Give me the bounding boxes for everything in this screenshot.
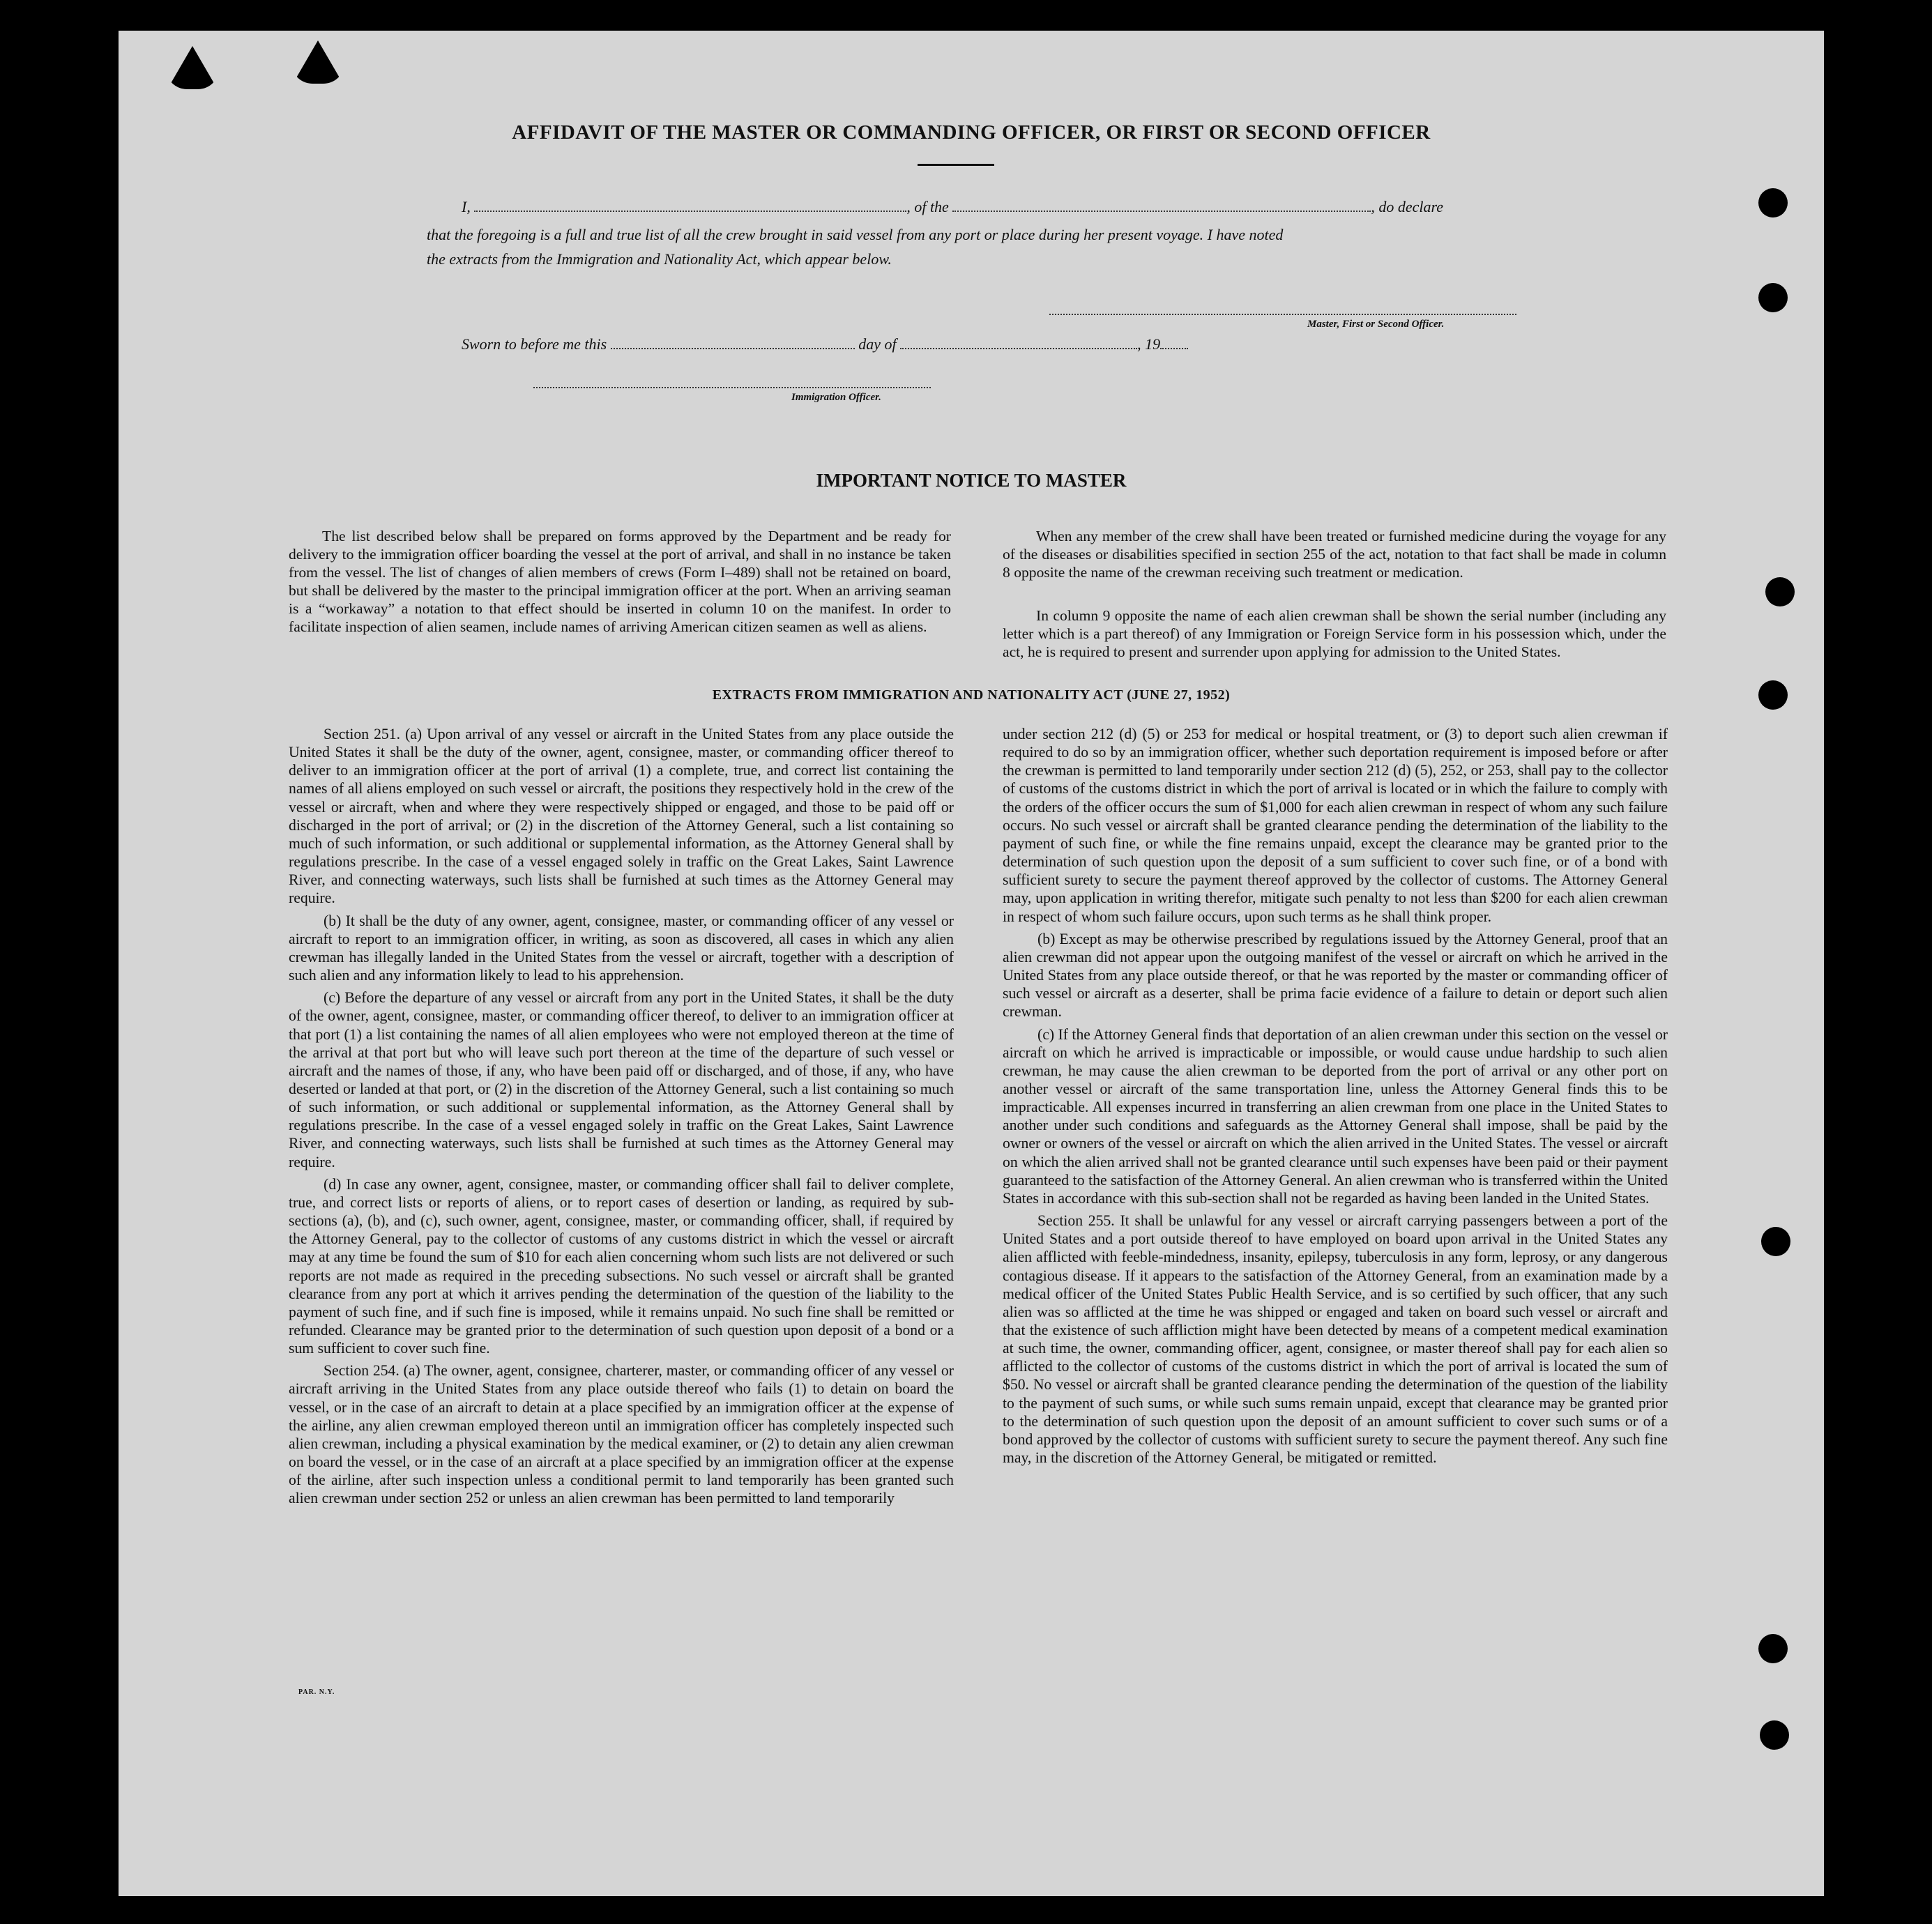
punch-hole-icon xyxy=(1760,1720,1789,1750)
affidavit-title: AFFIDAVIT OF THE MASTER OR COMMANDING OFFICER, OR FIRST OR SECOND OFFICER xyxy=(512,121,1431,144)
corner-triangle-right-icon xyxy=(293,40,343,84)
sworn-label: Sworn to before me this xyxy=(462,335,607,353)
punch-hole-icon xyxy=(1758,283,1788,312)
master-caption: Master, First or Second Officer. xyxy=(1307,319,1445,330)
printer-mark: PAR. N.Y. xyxy=(298,1688,335,1696)
notice-left-paragraph: The list described below shall be prepared on forms approved by the Department and be ready for delivery to the immigration officer boarding the vessel at the port of arrival, and shall in no instance be taken from the vessel. The list of changes of alien members of crews (Form I–489) shall not be retained on board, but shall be delivered by the master to the principal immigration officer at the port. When an arriving seaman is a “workaway” a notation to that effect should be inserted in column 10 on the manifest. In order to facilitate inspection of alien seamen, include names of arriving American citizen seamen as well as aliens. xyxy=(289,528,951,635)
corner-triangle-left-icon xyxy=(167,46,218,89)
sworn-line xyxy=(462,335,1188,353)
declarant-line xyxy=(462,198,1443,216)
notice-right-paragraph-2: In column 9 opposite the name of each alien crewman shall be shown the serial number (including any letter which is a part thereof) of any Immigration or Foreign Service form in his possession which, under the act, he is required to present and surrender upon applying for admission to the United States. xyxy=(1003,607,1666,660)
sworn-month-field[interactable] xyxy=(900,338,1137,349)
section-251b: (b) It shall be the duty of any owner, agent, consignee, master, or commanding officer of any vessel or aircraft to report to an immigration officer, in writing, as soon as discovered, all cases in which any alien crewman has illegally landed in the United States from the vessel or aircraft, together with a description of such alien and any information likely to lead to his apprehension. xyxy=(289,912,954,984)
punch-hole-icon xyxy=(1758,188,1788,217)
punch-hole-icon xyxy=(1765,577,1795,606)
declaration-line-2: the extracts from the Immigration and Nationality Act, which appear below. xyxy=(427,250,892,268)
document-page xyxy=(119,31,1824,1896)
do-declare-label: , do declare xyxy=(1371,198,1443,215)
extracts-right-column xyxy=(1003,725,1668,1471)
of-the-label: , of the xyxy=(906,198,949,215)
section-251d: (d) In case any owner, agent, consignee, master, or commanding officer shall fail to deliver complete, true, and correct lists or reports of aliens, or to report cases of desertion or landing, as required by sub-sections (a), (b), and (c), such owner, agent, consignee, master, or commanding officer, shall, if required by the Attorney General, pay to the collector of customs of any customs district in which the vessel or aircraft may at any time be found the sum of $10 for each alien concerning whom such lists are not delivered or such reports are not made as required in the preceding subsections. No such vessel or aircraft shall be granted clearance from any port at which it arrives pending the determination of the question of the liability to the payment of such fine, and if such fine is imposed, while it remains unpaid. No such fine shall be remitted or refunded. Clearance may be granted prior to the determination of such question upon deposit of a bond or a sum sufficient to cover such fine. xyxy=(289,1175,954,1357)
title-rule xyxy=(918,164,994,166)
notice-right-paragraph-1: When any member of the crew shall have been treated or furnished medicine during the voyage for any of the diseases or disabilities specified in section 255 of the act, notation to that fact shall be made in column 8 opposite the name of the crewman receiving such treatment or medication. xyxy=(1003,528,1666,581)
punch-hole-icon xyxy=(1761,1227,1790,1256)
sworn-year-field[interactable] xyxy=(1160,338,1188,349)
extracts-title: EXTRACTS FROM IMMIGRATION AND NATIONALITY ACT (JUNE 27, 1952) xyxy=(712,687,1231,703)
declarant-name-field[interactable] xyxy=(474,201,906,212)
year-label: , 19 xyxy=(1137,335,1161,353)
section-254a-continued: under section 212 (d) (5) or 253 for medical or hospital treatment, or (3) to deport such alien crewman if required to do so by an immigration officer, whether such deportation requirement is imposed before or after the crewman is permitted to land temporarily under section 212 (d) (5), 252, or 253, shall pay to the collector of customs of the customs district in which the port of arrival is located or in which the failure to comply with the orders of the officer occurs the sum of $1,000 for each alien crewman in respect of whom any such failure occurs. No such vessel or aircraft shall be granted clearance pending the determination of the liability to the payment of such fine, or while the fine remains unpaid, except the clearance may be granted prior to the determination of such question upon the deposit of a sum sufficient to cover such fine, or of a bond with sufficient surety to secure the payment thereof approved by the collector of customs. The Attorney General may, upon application in writing therefor, mitigate such penalty to not less than $200 for each alien crewman in respect of whom such failure occurs, upon such terms as he shall think proper. xyxy=(1003,726,1668,925)
day-of-label: day of xyxy=(858,335,897,353)
declaration-line-1: that the foregoing is a full and true list of all the crew brought in said vessel from any port or place during her present voyage. I have noted xyxy=(427,226,1284,243)
section-254b: (b) Except as may be otherwise prescribed by regulations issued by the Attorney General, proof that an alien crewman did not appear upon the outgoing manifest of the vessel or aircraft on which he arrived in the United States from any place outside thereof, or that he was reported by the master or commanding officer of such vessel or aircraft as a deserter, shall be prima facie evidence of a failure to detain or deport such alien crewman. xyxy=(1003,930,1668,1021)
section-251c: (c) Before the departure of any vessel or aircraft from any port in the United States, it shall be the duty of the owner, agent, consignee, master, or commanding officer thereof, to deliver to an immigration officer at that port (1) a list containing the names of all alien employees who were not employed thereon at the time of the arrival at that port but who will leave such port thereon at the time of the departure of such vessel or aircraft and the names of those, if any, who have been paid off or discharged, and of those, if any, who have deserted or landed at that port, or (2) in the discretion of the Attorney General, such a list containing so much of such information, or such additional or supplemental information, as the Attorney General shall by regulations prescribe. In the case of a vessel engaged solely in traffic on the Great Lakes, Saint Lawrence River, and connecting waterways, such lists shall be furnished at such times as the Attorney General may require. xyxy=(289,989,954,1170)
officer-signature-field[interactable] xyxy=(533,387,931,388)
i-label: I, xyxy=(462,198,471,215)
officer-caption: Immigration Officer. xyxy=(791,392,881,403)
section-251a: Section 251. (a) Upon arrival of any vessel or aircraft in the United States from any place outside the United States it shall be the duty of the owner, agent, consignee, master, or commanding officer thereof to deliver to an immigration officer at the port of arrival (1) a complete, true, and correct list containing the names of all aliens employed on such vessel or aircraft, the positions they respectively hold in the crew of the vessel or aircraft, when and where they were respectively shipped or engaged, and those to be paid off or discharged in the port of arrival; or (2) in the discretion of the Attorney General, such a list containing so much of such information, or such additional or supplemental information, as the Attorney General shall by regulations prescribe. In the case of a vessel engaged solely in traffic on the Great Lakes, Saint Lawrence River, and connecting waterways, such lists shall be furnished at such times as the Attorney General may require. xyxy=(289,726,954,907)
section-255: Section 255. It shall be unlawful for any vessel or aircraft carrying passengers between a port of the United States and a port outside thereof to have employed on board upon arrival in the United States any alien afflicted with feeble-mindedness, insanity, epilepsy, tuberculosis in any form, leprosy, or any dangerous contagious disease. If it appears to the satisfaction of the Attorney General, from an examination made by a medical officer of the United States Public Health Service, and is so certified by such officer, that any such alien was so afflicted at the time he was shipped or engaged and taken on board such vessel or aircraft and that the existence of such affliction might have been detected by means of a competent medical examination at such time, the owner, commanding officer, agent, consignee, or master thereof shall pay for each alien so afflicted to the collector of customs of the customs district in which the port of arrival is located the sum of $50. No vessel or aircraft shall be granted clearance pending the determination of the question of the liability to the payment of such sums, or while such sums remain unpaid, except that clearance may be granted prior to the determination of such question upon the deposit of an amount sufficient to cover such sums or of a bond approved by the collector of customs with sufficient surety to secure the payment thereof. Any such fine may, in the discretion of the Attorney General, be mitigated or remitted. xyxy=(1003,1212,1668,1467)
section-254a: Section 254. (a) The owner, agent, consignee, charterer, master, or commanding officer of any vessel or aircraft arriving in the United States from any place outside thereof who fails (1) to detain on board the vessel, or in the case of an aircraft to detain at a place specified by an immigration officer at the expense of the airline, any alien crewman employed thereon until an immigration officer has completely inspected such alien crewman, including a physical examination by the medical examiner, or (2) to detain any alien crewman on board the vessel, or in the case of an aircraft at a place specified by an immigration officer at the expense of the airline, after such inspection unless a conditional permit to land temporarily has been granted such alien crewman under section 252 or unless an alien crewman has been permitted to land temporarily xyxy=(289,1362,954,1507)
section-254c: (c) If the Attorney General finds that deportation of an alien crewman under this section on the vessel or aircraft on which he arrived is impracticable or impossible, or would cause undue hardship to such alien crewman, he may cause the alien crewman to be deported from the port of arrival or any other port on another vessel or aircraft of the same transportation line, unless the Attorney General finds this to be impracticable. All expenses incurred in transferring an alien crewman from one place in the United States to another under such conditions and safeguards as the Attorney General shall impose, shall be paid by the owner or owners of the vessel or aircraft on which the alien arrived in the United States. The vessel or aircraft on which the alien arrived shall not be granted clearance until such expenses have been paid or their payment guaranteed to the satisfaction of the Attorney General. An alien crewman who is transferred within the United States in accordance with this sub-section shall not be regarded as having been landed in the United States. xyxy=(1003,1025,1668,1207)
master-signature-field[interactable] xyxy=(1049,314,1516,315)
vessel-name-field[interactable] xyxy=(952,201,1371,212)
extracts-left-column xyxy=(289,725,954,1512)
sworn-day-field[interactable] xyxy=(611,338,855,349)
notice-title: IMPORTANT NOTICE TO MASTER xyxy=(816,470,1127,491)
punch-hole-icon xyxy=(1758,1634,1788,1663)
